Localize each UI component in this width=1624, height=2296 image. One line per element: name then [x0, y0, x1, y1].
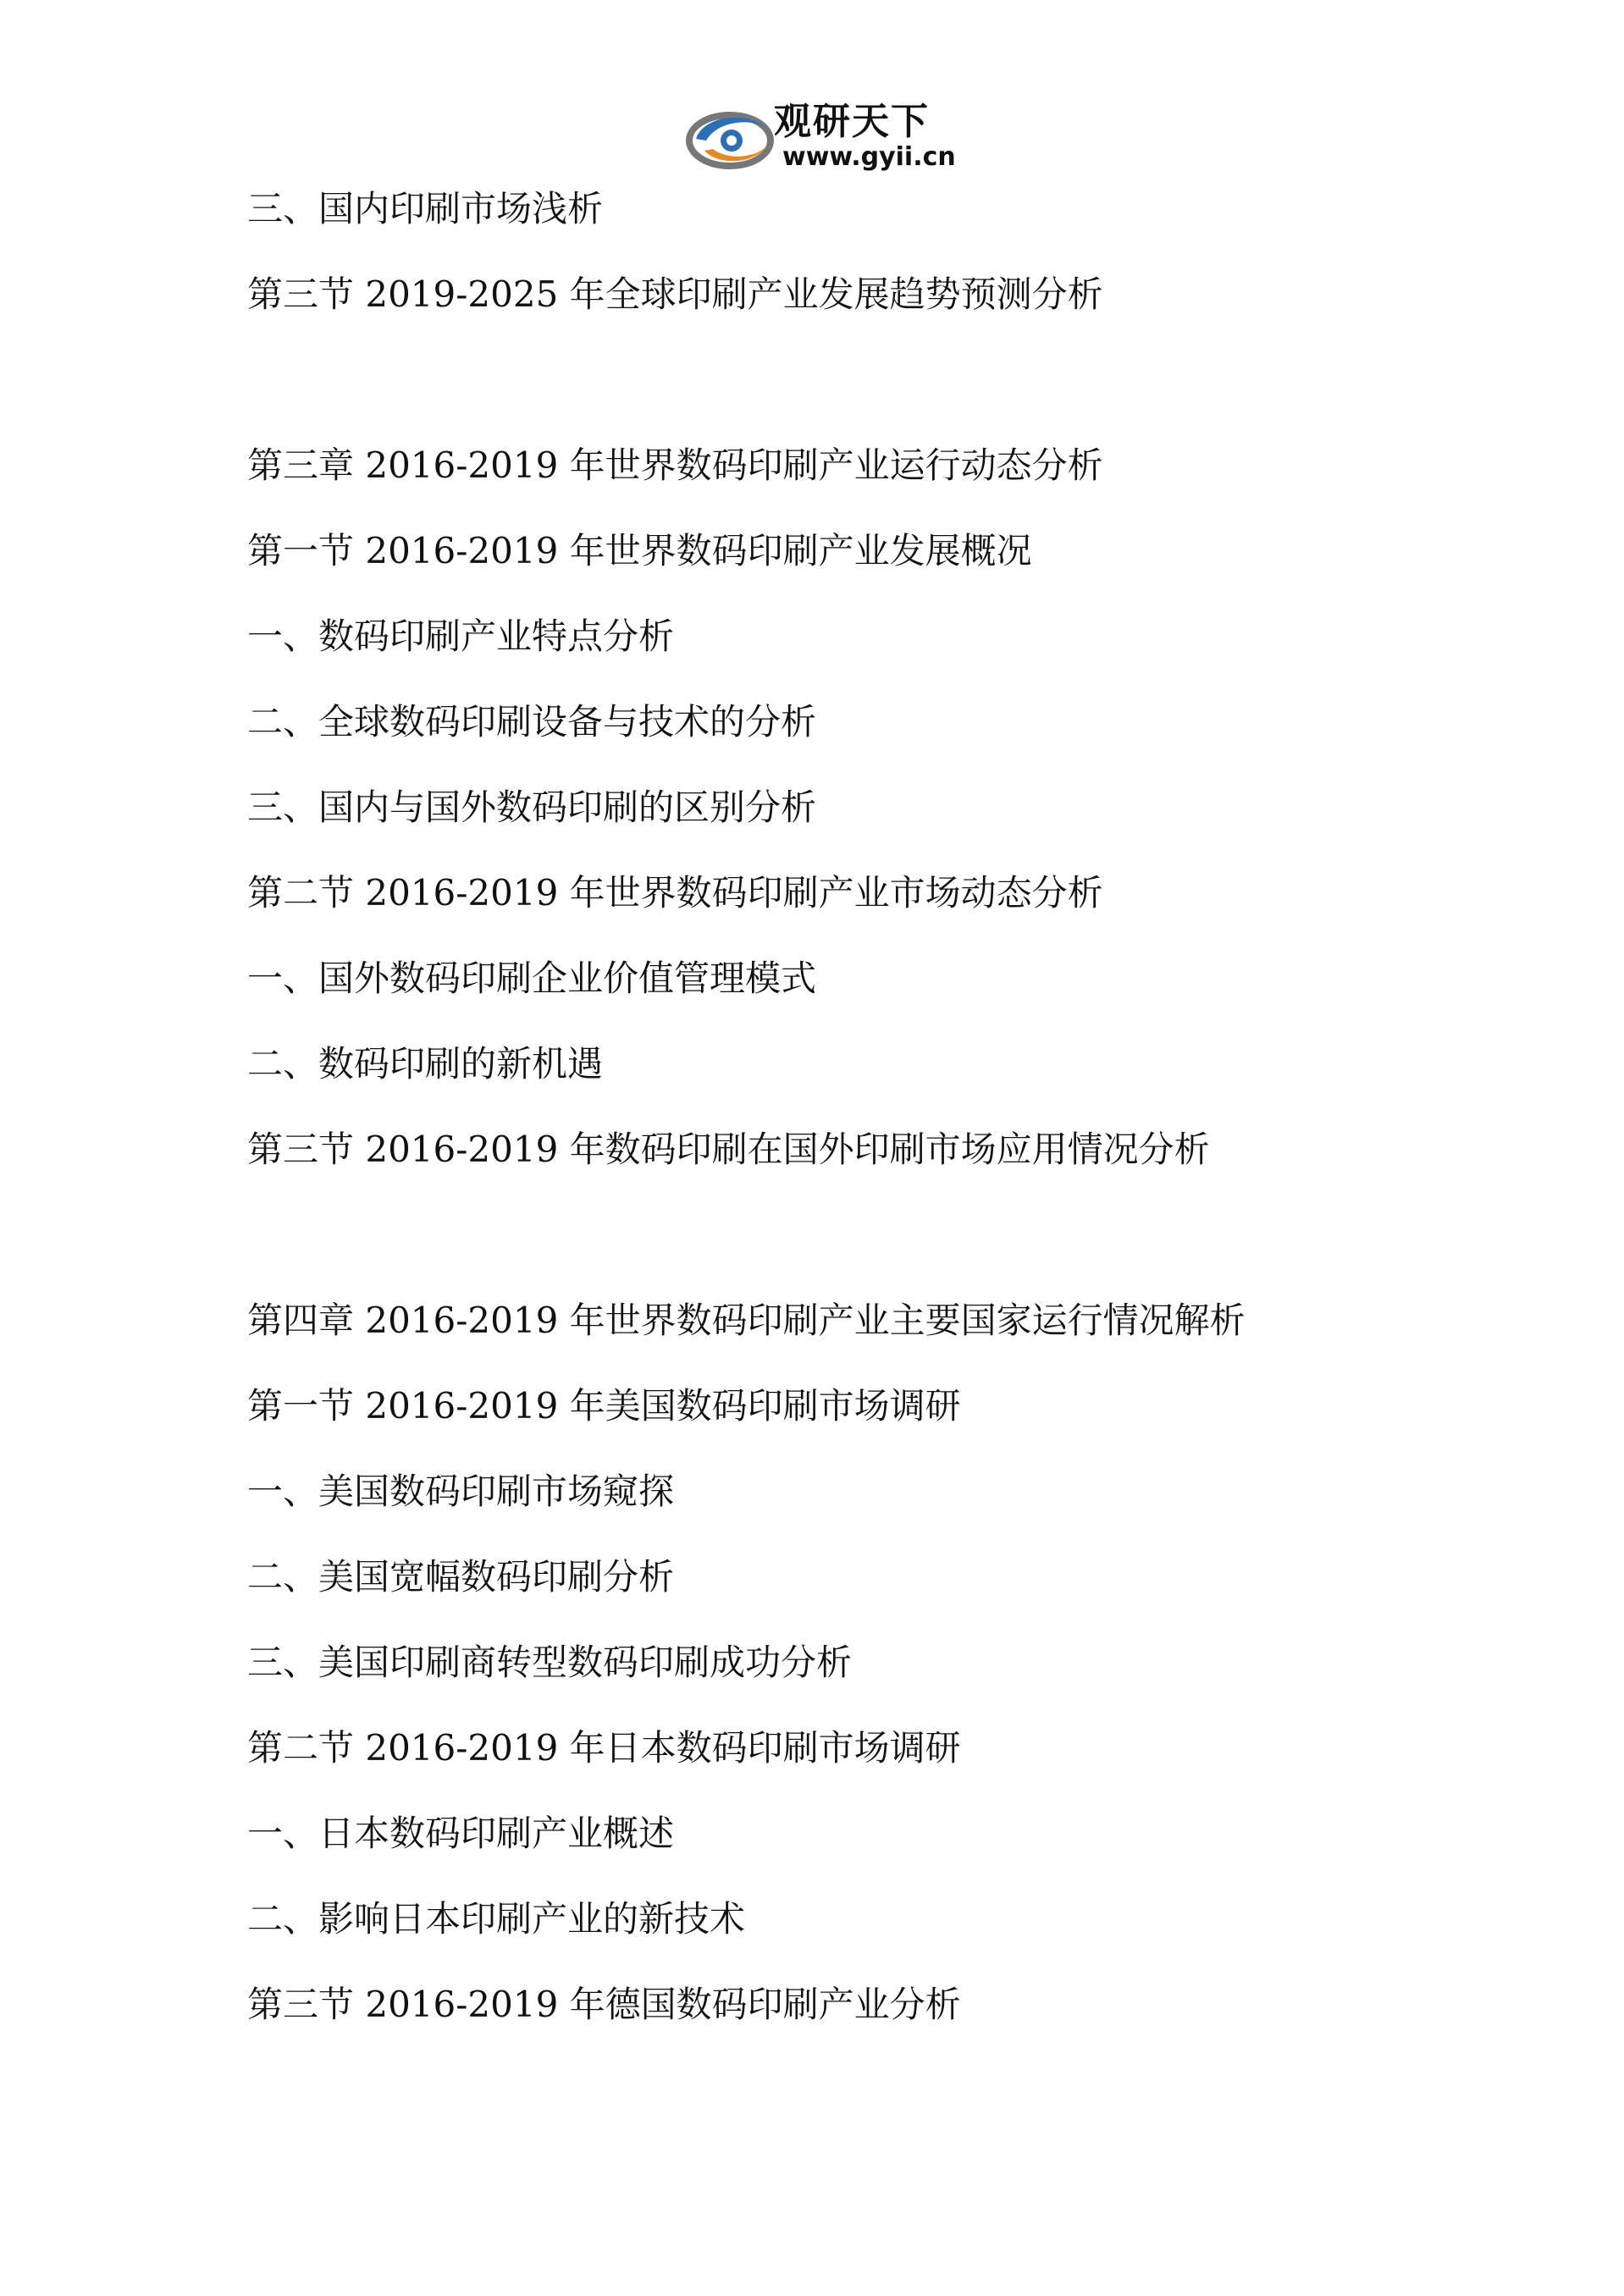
toc-entry: 一、数码印刷产业特点分析 [247, 615, 675, 657]
toc-entry: 一、美国数码印刷市场窥探 [247, 1471, 675, 1512]
toc-spacer [247, 1214, 1433, 1300]
toc-entry: 第三章 2016-2019 年世界数码印刷产业运行动态分析 [247, 444, 1103, 486]
toc-entry: 一、日本数码印刷产业概述 [247, 1813, 675, 1854]
toc-entry: 三、国内印刷市场浅析 [247, 188, 604, 229]
toc-entry: 第三节 2016-2019 年德国数码印刷产业分析 [247, 1984, 961, 2025]
toc-entry: 二、影响日本印刷产业的新技术 [247, 1898, 746, 1940]
toc-entry: 第二节 2016-2019 年日本数码印刷市场调研 [247, 1727, 961, 1769]
toc-entry: 一、国外数码印刷企业价值管理模式 [247, 958, 817, 999]
toc-spacer [247, 359, 1433, 444]
toc-entry: 第三节 2019-2025 年全球印刷产业发展趋势预测分析 [247, 273, 1103, 315]
toc-entry: 二、全球数码印刷设备与技术的分析 [247, 701, 817, 742]
table-of-contents [247, 188, 1433, 2069]
toc-entry: 第四章 2016-2019 年世界数码印刷产业主要国家运行情况解析 [247, 1300, 1246, 1341]
toc-entry: 第三节 2016-2019 年数码印刷在国外印刷市场应用情况分析 [247, 1129, 1210, 1170]
header-logo [684, 98, 955, 176]
logo-name: 观研天下 [774, 100, 930, 143]
toc-entry: 第一节 2016-2019 年世界数码印刷产业发展概况 [247, 530, 1032, 571]
swirl-logo-icon [684, 98, 777, 176]
toc-entry: 第二节 2016-2019 年世界数码印刷产业市场动态分析 [247, 872, 1103, 913]
toc-entry: 三、国内与国外数码印刷的区别分析 [247, 786, 817, 828]
toc-entry: 二、数码印刷的新机遇 [247, 1043, 604, 1085]
toc-entry: 三、美国印刷商转型数码印刷成功分析 [247, 1642, 853, 1683]
toc-entry: 第一节 2016-2019 年美国数码印刷市场调研 [247, 1385, 961, 1427]
logo-url: www.gyii.cn [782, 142, 956, 172]
toc-entry: 二、美国宽幅数码印刷分析 [247, 1556, 675, 1598]
